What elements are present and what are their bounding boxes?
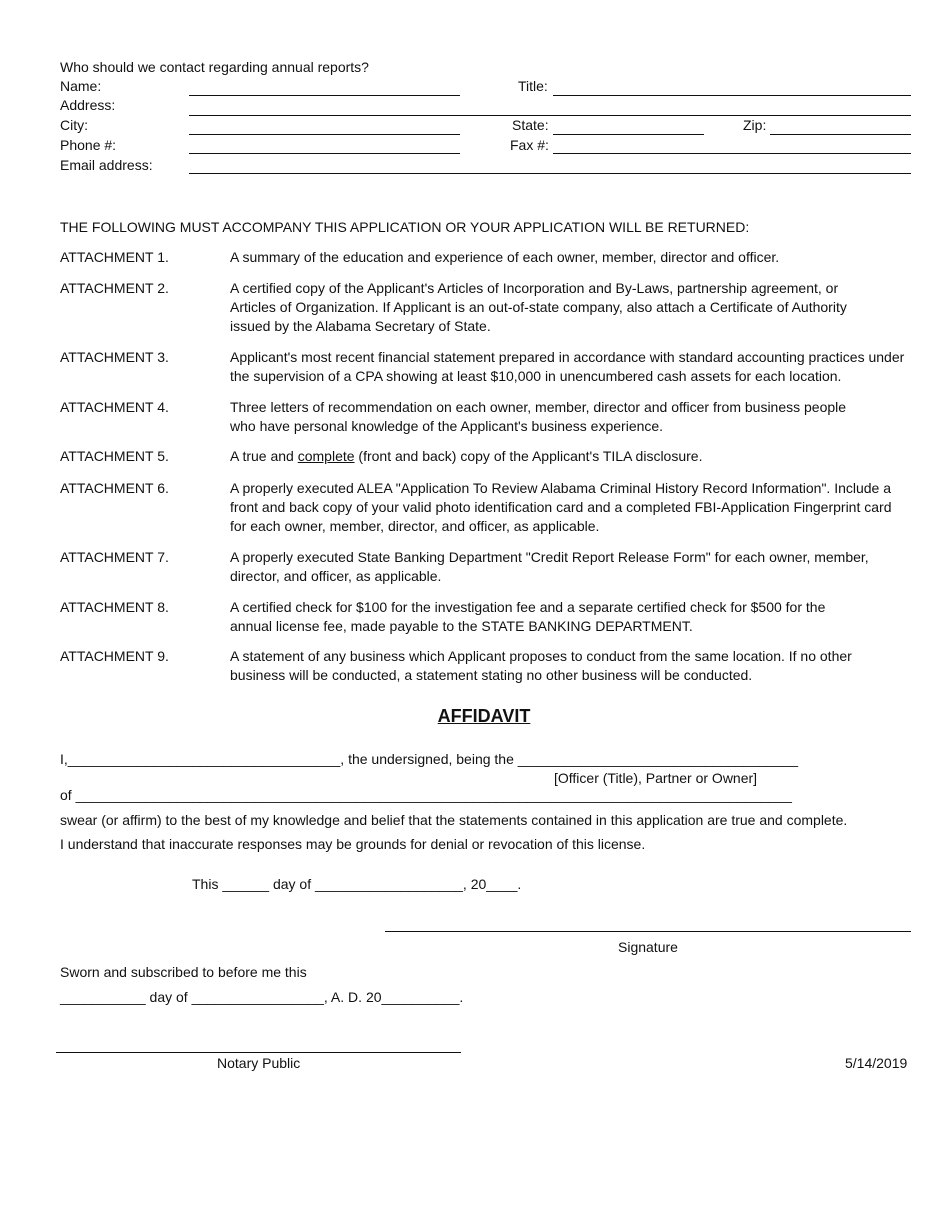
attachment-8-line: A certified check for $100 for the investigation fee and a separate certified check for $500 for the [230, 599, 826, 615]
state-label: State: [512, 117, 549, 133]
attachment-3-label: ATTACHMENT 3. [60, 349, 169, 365]
contact-question: Who should we contact regarding annual reports? [60, 59, 369, 75]
attachment-6-label: ATTACHMENT 6. [60, 480, 169, 496]
phone-label: Phone #: [60, 137, 117, 153]
attachment-5-text [230, 447, 920, 466]
attachment-7-line: A properly executed State Banking Department "Credit Report Release Form" for each owner, member, [230, 549, 869, 565]
attachment-4-line: who have personal knowledge of the Applicant's business experience. [230, 418, 664, 434]
attachment-8-label: ATTACHMENT 8. [60, 599, 169, 615]
email-label: Email address: [60, 157, 153, 173]
attachment-8-text [230, 598, 920, 636]
attachment-5-post: (front and back) copy of the Applicant's TILA disclosure. [354, 448, 703, 464]
email-field[interactable] [189, 173, 911, 174]
attachment-2-label: ATTACHMENT 2. [60, 280, 169, 296]
attachment-9-line: A statement of any business which Applicant proposes to conduct from the same location. If no other [230, 648, 852, 664]
fax-label: Fax #: [510, 137, 549, 153]
address-label: Address: [60, 97, 116, 113]
form-date: 5/14/2019 [845, 1055, 908, 1071]
attachment-3-text [230, 348, 920, 386]
attachment-9-line: business will be conducted, a statement stating no other business will be conducted. [230, 667, 753, 683]
attachment-7-label: ATTACHMENT 7. [60, 549, 169, 565]
attachment-6-line: front and back copy of your valid photo identification card and a completed FBI-Application Fingerprint card [230, 499, 892, 515]
address-field[interactable] [189, 115, 911, 116]
attachment-1-text [230, 248, 920, 267]
phone-field[interactable] [189, 153, 460, 154]
attachment-9-label: ATTACHMENT 9. [60, 648, 169, 664]
affidavit-title: AFFIDAVIT [437, 706, 531, 726]
attachment-4-text [230, 398, 920, 436]
attachment-1-label: ATTACHMENT 1. [60, 249, 169, 265]
attachment-3-line: the supervision of a CPA showing at least $10,000 in unencumbered cash assets for each location. [230, 368, 842, 384]
attachment-2-text [230, 279, 920, 336]
affidavit-declarant-line: I,___________________________________, the undersigned, being the ____________________________________ [60, 751, 799, 767]
attachment-7-line: director, and officer, as applicable. [230, 568, 442, 584]
understand-statement: I understand that inaccurate responses may be grounds for denial or revocation of this license. [60, 836, 646, 852]
name-field[interactable] [189, 95, 460, 96]
city-label: City: [60, 117, 88, 133]
zip-label: Zip: [743, 117, 767, 133]
title-field[interactable] [553, 95, 911, 96]
attachment-1-line: A summary of the education and experience of each owner, member, director and officer. [230, 249, 780, 265]
sworn-statement: Sworn and subscribed to before me this [60, 964, 307, 980]
title-label: Title: [518, 78, 548, 94]
attachment-7-text [230, 548, 920, 586]
attachment-2-line: A certified copy of the Applicant's Articles of Incorporation and By-Laws, partnership agreement, or [230, 280, 839, 296]
attachment-5-label: ATTACHMENT 5. [60, 448, 169, 464]
attachment-4-label: ATTACHMENT 4. [60, 399, 169, 415]
zip-field[interactable] [770, 134, 911, 135]
city-field[interactable] [189, 134, 460, 135]
officer-caption: [Officer (Title), Partner or Owner] [554, 770, 758, 786]
notary-label: Notary Public [217, 1055, 301, 1071]
state-field[interactable] [553, 134, 704, 135]
attachment-2-line: issued by the Alabama Secretary of State. [230, 318, 491, 334]
attachment-2-line: Articles of Organization. If Applicant is an out-of-state company, also attach a Certificate of Authority [230, 299, 847, 315]
name-label: Name: [60, 78, 102, 94]
attachment-5-line [230, 447, 920, 466]
attachment-8-line: annual license fee, made payable to the STATE BANKING DEPARTMENT. [230, 618, 693, 634]
attachment-6-text [230, 479, 920, 536]
fax-field[interactable] [553, 153, 911, 154]
signature-label: Signature [618, 939, 678, 955]
affidavit-of-line: of ____________________________________________________________________________________________ [60, 787, 792, 803]
swear-statement: swear (or affirm) to the best of my knowledge and belief that the statements contained in this application are true and complete. [60, 812, 848, 828]
attachment-9-text [230, 647, 920, 685]
attachment-6-line: A properly executed ALEA "Application To Review Alabama Criminal History Record Information". Include a [230, 480, 892, 496]
attachment-5-underlined: complete [297, 448, 355, 464]
sworn-date-line: ___________ day of _________________, A. D. 20__________. [60, 989, 464, 1005]
attachment-4-line: Three letters of recommendation on each owner, member, director and officer from business people [230, 399, 847, 415]
attachment-5-pre: A true and [230, 448, 298, 464]
affidavit-date-line: This ______ day of ___________________, 20____. [192, 876, 522, 892]
signature-line[interactable] [385, 931, 911, 932]
attachment-6-line: for each owner, member, director, and officer, as applicable. [230, 518, 600, 534]
attachments-heading: THE FOLLOWING MUST ACCOMPANY THIS APPLICATION OR YOUR APPLICATION WILL BE RETURNED: [60, 219, 750, 235]
attachment-3-line: Applicant's most recent financial statement prepared in accordance with standard accounting practices under [230, 349, 905, 365]
notary-signature-line[interactable] [56, 1052, 461, 1053]
